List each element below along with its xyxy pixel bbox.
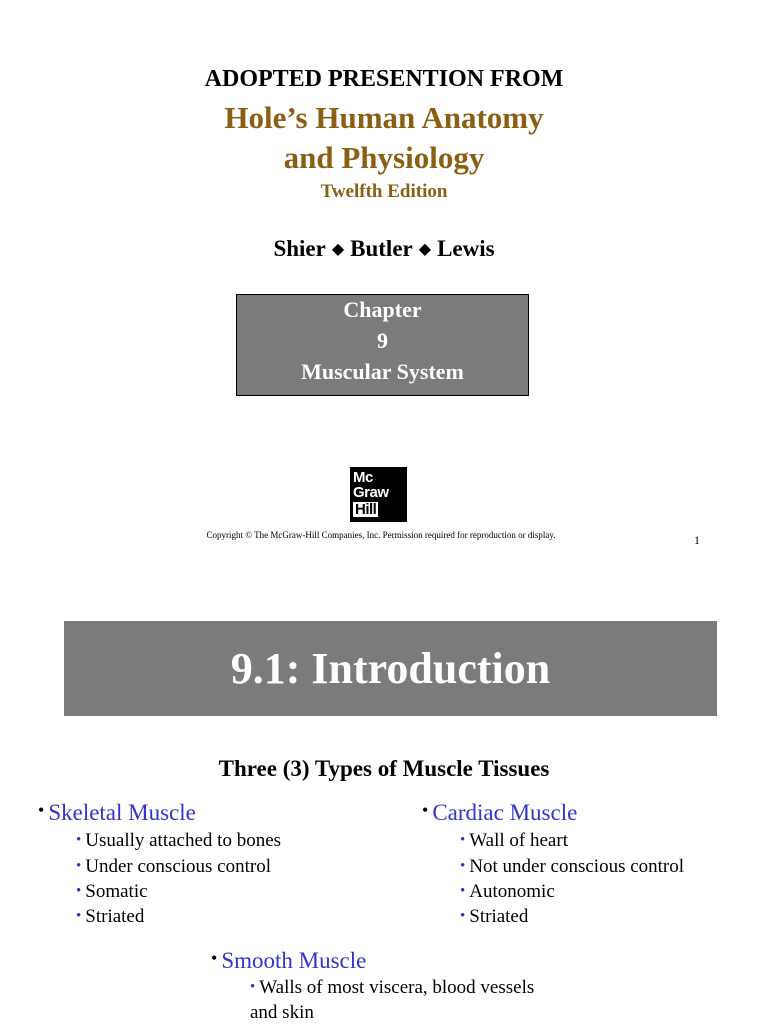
list-item bbox=[460, 856, 684, 878]
chapter-label: Chapter bbox=[343, 297, 422, 322]
smooth-muscle-title: Smooth Muscle bbox=[221, 948, 367, 973]
chapter-name: Muscular System bbox=[301, 359, 464, 384]
list-item-text: Somatic bbox=[85, 881, 148, 902]
logo-line: Hill bbox=[355, 501, 377, 518]
list-item bbox=[76, 906, 144, 928]
skeletal-muscle-title: Skeletal Muscle bbox=[48, 800, 196, 825]
book-title-line-1: Hole’s Human Anatomy bbox=[224, 100, 544, 135]
logo-line: Graw bbox=[353, 484, 389, 501]
list-item-continuation: and skin bbox=[250, 1002, 314, 1023]
author-name: Shier bbox=[273, 236, 326, 261]
list-item-text: Not under conscious control bbox=[469, 856, 685, 877]
bullet-icon: • bbox=[211, 948, 218, 968]
bullet-icon: • bbox=[250, 979, 256, 995]
author-separator: ◆ bbox=[331, 241, 345, 258]
skeletal-muscle-heading bbox=[38, 800, 196, 826]
smooth-muscle-heading bbox=[211, 948, 366, 974]
list-item-text: Autonomic bbox=[469, 881, 555, 902]
authors-line bbox=[0, 236, 768, 262]
bullet-icon: • bbox=[422, 800, 429, 820]
chapter-number: 9 bbox=[377, 328, 388, 353]
bullet-icon: • bbox=[76, 883, 82, 899]
edition-label: Twelfth Edition bbox=[320, 181, 448, 202]
list-item-text: Under conscious control bbox=[85, 856, 271, 877]
presentation-heading: ADOPTED PRESENTION FROM bbox=[204, 66, 564, 92]
section-banner: 9.1: Introduction bbox=[64, 621, 717, 716]
author-name: Lewis bbox=[437, 236, 495, 261]
list-item bbox=[250, 977, 534, 999]
list-item bbox=[76, 881, 148, 903]
list-item-text: Striated bbox=[469, 906, 529, 927]
book-title-line-2: and Physiology bbox=[283, 140, 485, 175]
list-item-text: Wall of heart bbox=[469, 830, 568, 851]
bullet-icon: • bbox=[460, 883, 466, 899]
list-item bbox=[76, 856, 271, 878]
list-item-text: Usually attached to bones bbox=[85, 830, 282, 851]
section-subheading: Three (3) Types of Muscle Tissues bbox=[218, 756, 550, 781]
bullet-icon: • bbox=[76, 858, 82, 874]
bullet-icon: • bbox=[76, 832, 82, 848]
bullet-icon: • bbox=[76, 908, 82, 924]
chapter-box bbox=[236, 294, 529, 396]
list-item-text: Walls of most viscera, blood vessels bbox=[259, 977, 535, 998]
logo-line: Mc bbox=[353, 469, 373, 486]
list-item bbox=[460, 906, 528, 928]
bullet-icon: • bbox=[460, 908, 466, 924]
bullet-icon: • bbox=[38, 800, 45, 820]
author-name: Butler bbox=[350, 236, 413, 261]
list-item-text: Striated bbox=[85, 906, 145, 927]
list-item bbox=[460, 881, 555, 903]
list-item bbox=[460, 830, 568, 852]
list-item bbox=[76, 830, 281, 852]
copyright-notice: Copyright © The McGraw-Hill Companies, Inc. Permission required for reproduction or display. bbox=[206, 530, 556, 540]
cardiac-muscle-heading bbox=[422, 800, 577, 826]
mcgraw-hill-logo bbox=[350, 467, 407, 522]
bullet-icon: • bbox=[460, 832, 466, 848]
cardiac-muscle-title: Cardiac Muscle bbox=[432, 800, 578, 825]
page-number: 1 bbox=[694, 533, 700, 547]
author-separator: ◆ bbox=[418, 241, 432, 258]
bullet-icon: • bbox=[460, 858, 466, 874]
